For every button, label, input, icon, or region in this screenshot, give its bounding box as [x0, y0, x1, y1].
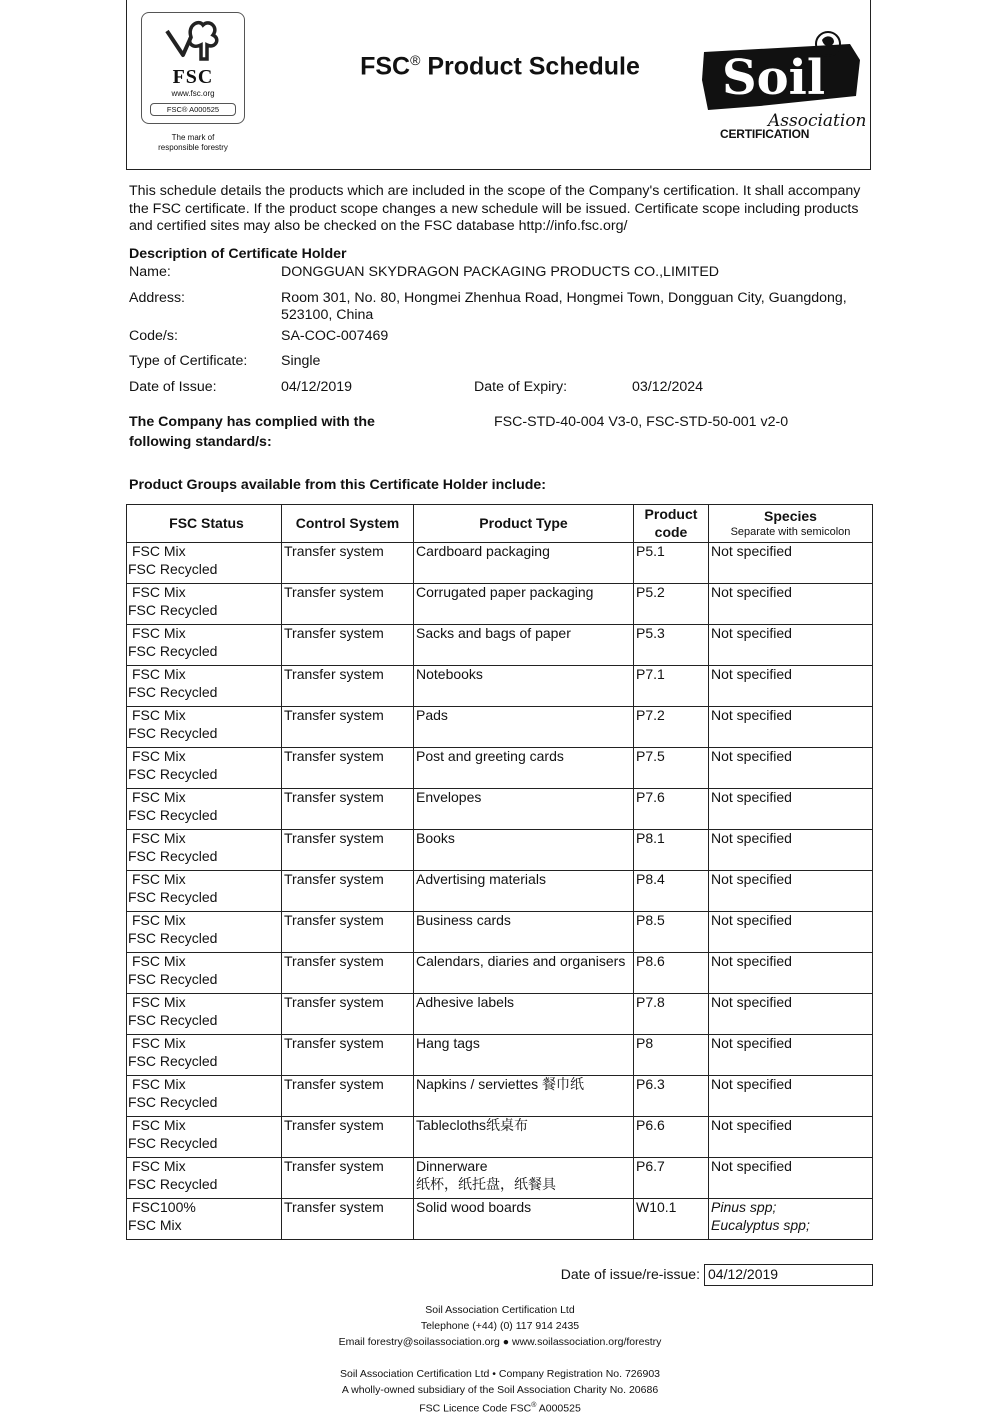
standards-label-line1: The Company has complied with the [129, 414, 375, 430]
cell-product-code: P6.6 [634, 1117, 709, 1158]
cell-control-system: Transfer system [282, 1035, 414, 1076]
cell-control-system: Transfer system [282, 953, 414, 994]
fsc-status-line2: FSC Recycled [128, 1134, 218, 1151]
fsc-status-line2: FSC Recycled [128, 1093, 218, 1110]
footer-company: Soil Association Certification Ltd [425, 1304, 575, 1316]
header-product-code [634, 505, 709, 543]
fsc-status-line1: FSC Mix [132, 625, 186, 641]
cell-product-code: W10.1 [634, 1199, 709, 1240]
fsc-status-line2: FSC Recycled [128, 642, 218, 659]
table-row [127, 1199, 873, 1240]
species-line1: Not specified [711, 994, 792, 1010]
cell-product-type [414, 953, 634, 994]
cell-fsc-status [127, 543, 282, 584]
fsc-status-line2: FSC Recycled [128, 806, 218, 823]
footer-contact: Email forestry@soilassociation.org ● www.soilassociation.org/forestry [338, 1336, 662, 1348]
fsc-logo-name: FSC [172, 66, 214, 88]
header-product-code-line2: code [654, 523, 688, 540]
fsc-status-line2: FSC Recycled [128, 847, 218, 864]
fsc-status-line1: FSC Mix [132, 584, 186, 600]
species-line2: Eucalyptus spp; [711, 1216, 810, 1233]
holder-name: DONGGUAN SKYDRAGON PACKAGING PRODUCTS CO.,LIMITED [281, 264, 720, 280]
holder-address-line2: 523100, China [281, 307, 374, 323]
species-line1: Not specified [711, 1035, 792, 1051]
species-line1: Not specified [711, 707, 792, 723]
product-type-line1: Sacks and bags of paper [416, 625, 571, 641]
name-label: Name: [129, 264, 171, 280]
cell-species [709, 830, 873, 871]
cell-species [709, 1117, 873, 1158]
fsc-status-line1: FSC Mix [132, 912, 186, 928]
cell-product-type [414, 1035, 634, 1076]
cell-species [709, 707, 873, 748]
product-type-line1: Notebooks [416, 666, 483, 682]
cell-control-system: Transfer system [282, 625, 414, 666]
fsc-status-line1: FSC100% [132, 1199, 196, 1215]
product-type-line1: Calendars, diaries and organisers [416, 953, 626, 969]
reissue-label: Date of issue/re-issue: [560, 1266, 700, 1282]
cell-species [709, 871, 873, 912]
fsc-status-line2: FSC Recycled [128, 765, 218, 782]
cell-fsc-status [127, 666, 282, 707]
fsc-status-line1: FSC Mix [132, 748, 186, 764]
cell-product-code: P5.3 [634, 625, 709, 666]
cell-species [709, 1158, 873, 1199]
table-row [127, 1035, 873, 1076]
table-row [127, 707, 873, 748]
cell-product-code: P5.1 [634, 543, 709, 584]
fsc-status-line1: FSC Mix [132, 666, 186, 682]
cell-product-code: P6.3 [634, 1076, 709, 1117]
fsc-status-line1: FSC Mix [132, 543, 186, 559]
fsc-status-line2: FSC Recycled [128, 724, 218, 741]
product-type-line1: Envelopes [416, 789, 482, 805]
cell-fsc-status [127, 748, 282, 789]
table-row [127, 666, 873, 707]
cell-species [709, 1035, 873, 1076]
expiry-date-label: Date of Expiry: [474, 379, 568, 395]
reissue-date: 04/12/2019 [704, 1264, 873, 1286]
cell-fsc-status [127, 1117, 282, 1158]
fsc-status-line1: FSC Mix [132, 707, 186, 723]
fsc-status-line2: FSC Recycled [128, 888, 218, 905]
cell-product-code: P8.5 [634, 912, 709, 953]
cell-control-system: Transfer system [282, 1199, 414, 1240]
fsc-status-line2: FSC Mix [128, 1216, 182, 1233]
cell-product-type [414, 1158, 634, 1199]
fsc-status-line2: FSC Recycled [128, 683, 218, 700]
cell-control-system: Transfer system [282, 789, 414, 830]
cell-species [709, 748, 873, 789]
fsc-logo-licence: FSC® A000525 [150, 103, 236, 116]
species-line1: Not specified [711, 666, 792, 682]
fsc-status-line2: FSC Recycled [128, 970, 218, 987]
cell-product-code: P8.1 [634, 830, 709, 871]
cell-control-system: Transfer system [282, 1117, 414, 1158]
cell-product-code: P5.2 [634, 584, 709, 625]
table-row [127, 1076, 873, 1117]
cell-fsc-status [127, 789, 282, 830]
cell-control-system: Transfer system [282, 584, 414, 625]
holder-section-title: Description of Certificate Holder [129, 246, 347, 262]
code-label: Code/s: [129, 328, 178, 344]
cell-product-type [414, 543, 634, 584]
cell-product-type [414, 748, 634, 789]
fsc-tree-icon [142, 17, 244, 68]
product-type-line1: Corrugated paper packaging [416, 584, 594, 600]
fsc-tagline-2: responsible forestry [158, 143, 228, 152]
issue-date: 04/12/2019 [281, 379, 353, 395]
footer-licence-code: A000525 [536, 1402, 581, 1415]
table-row [127, 912, 873, 953]
cell-control-system: Transfer system [282, 666, 414, 707]
header-control-system: Control System [282, 505, 414, 543]
fsc-status-line1: FSC Mix [132, 789, 186, 805]
cell-control-system: Transfer system [282, 707, 414, 748]
fsc-tagline-1: The mark of [171, 133, 215, 142]
product-type-line1: Post and greeting cards [416, 748, 564, 764]
fsc-status-line2: FSC Recycled [128, 1175, 218, 1192]
footer-licence-mark: ® [531, 1402, 537, 1409]
standards-label [129, 414, 375, 451]
cell-fsc-status [127, 1158, 282, 1199]
footer-subsidiary: A wholly-owned subsidiary of the Soil Association Charity No. 20686 [341, 1384, 659, 1396]
cell-fsc-status [127, 953, 282, 994]
cell-fsc-status [127, 830, 282, 871]
product-type-line1: Advertising materials [416, 871, 546, 887]
cell-species [709, 625, 873, 666]
species-line1: Not specified [711, 1076, 792, 1092]
cell-species [709, 953, 873, 994]
soil-association-script: Association [768, 111, 865, 130]
fsc-status-line1: FSC Mix [132, 830, 186, 846]
species-line1: Pinus spp; [711, 1199, 777, 1215]
table-row [127, 830, 873, 871]
soil-word: Soil [722, 50, 826, 106]
fsc-status-line2: FSC Recycled [128, 560, 218, 577]
cell-product-type [414, 994, 634, 1035]
table-row [127, 543, 873, 584]
species-line1: Not specified [711, 953, 792, 969]
species-line1: Not specified [711, 830, 792, 846]
cell-product-type [414, 584, 634, 625]
species-line1: Not specified [711, 912, 792, 928]
cell-product-type [414, 1117, 634, 1158]
cell-fsc-status [127, 912, 282, 953]
fsc-status-line1: FSC Mix [132, 1117, 186, 1133]
cell-fsc-status [127, 625, 282, 666]
type-label: Type of Certificate: [129, 353, 248, 369]
cell-product-code: P6.7 [634, 1158, 709, 1199]
fsc-status-line2: FSC Recycled [128, 929, 218, 946]
species-line1: Not specified [711, 584, 792, 600]
cell-control-system: Transfer system [282, 871, 414, 912]
table-row [127, 1117, 873, 1158]
cell-product-code: P7.1 [634, 666, 709, 707]
species-line1: Not specified [711, 543, 792, 559]
table-row [127, 1158, 873, 1199]
cell-control-system: Transfer system [282, 994, 414, 1035]
cell-control-system: Transfer system [282, 912, 414, 953]
title-rest: Product Schedule [420, 52, 640, 81]
header-fsc-status: FSC Status [127, 505, 282, 543]
cell-species [709, 789, 873, 830]
title-fsc: FSC [360, 52, 411, 81]
cell-species [709, 584, 873, 625]
header-product-code-line1: Product [644, 506, 698, 522]
fsc-status-line1: FSC Mix [132, 1035, 186, 1051]
table-row [127, 953, 873, 994]
product-type-line1: Tablecloths纸桌布 [416, 1117, 529, 1133]
cell-control-system: Transfer system [282, 1076, 414, 1117]
species-line1: Not specified [711, 1117, 792, 1133]
fsc-status-line1: FSC Mix [132, 994, 186, 1010]
product-groups-table [126, 504, 873, 1240]
cell-species [709, 1076, 873, 1117]
table-row [127, 748, 873, 789]
fsc-logo [141, 12, 245, 124]
address-label: Address: [129, 290, 185, 306]
product-groups-title: Product Groups available from this Certificate Holder include: [129, 477, 547, 493]
table-row [127, 994, 873, 1035]
header-species-subtitle: Separate with semicolon [730, 525, 851, 538]
fsc-status-line2: FSC Recycled [128, 601, 218, 618]
cell-fsc-status [127, 994, 282, 1035]
fsc-tagline [141, 133, 245, 153]
cell-species [709, 666, 873, 707]
cell-product-code: P8.4 [634, 871, 709, 912]
header-species [709, 505, 873, 543]
cell-control-system: Transfer system [282, 1158, 414, 1199]
fsc-status-line1: FSC Mix [132, 871, 186, 887]
standards-value: FSC-STD-40-004 V3-0, FSC-STD-50-001 v2-0 [494, 414, 789, 430]
holder-address-line1: Room 301, No. 80, Hongmei Zhenhua Road, Hongmei Town, Dongguan City, Guangdong, [281, 290, 847, 306]
species-line1: Not specified [711, 748, 792, 764]
cell-species [709, 912, 873, 953]
product-type-line1: Books [416, 830, 455, 846]
cell-product-type [414, 871, 634, 912]
cell-product-code: P8.6 [634, 953, 709, 994]
header-product-type: Product Type [414, 505, 634, 543]
standards-label-line2: following standard/s: [129, 433, 272, 450]
cell-control-system: Transfer system [282, 543, 414, 584]
table-row [127, 625, 873, 666]
cell-species [709, 543, 873, 584]
soil-certification-label: CERTIFICATION [720, 127, 810, 141]
product-type-line2: 纸杯，纸托盘，纸餐具 [416, 1175, 556, 1192]
species-line1: Not specified [711, 789, 792, 805]
footer-registration: Soil Association Certification Ltd • Company Registration No. 726903 [339, 1368, 660, 1380]
table-row [127, 789, 873, 830]
cell-species [709, 1199, 873, 1240]
product-type-line1: Cardboard packaging [416, 543, 550, 559]
cell-product-type [414, 912, 634, 953]
cell-species [709, 994, 873, 1035]
cell-control-system: Transfer system [282, 748, 414, 789]
cell-product-type [414, 1199, 634, 1240]
table-row [127, 584, 873, 625]
product-type-line1: Napkins / serviettes 餐巾纸 [416, 1076, 585, 1092]
fsc-status-line1: FSC Mix [132, 953, 186, 969]
issue-date-label: Date of Issue: [129, 379, 217, 395]
cell-product-code: P7.8 [634, 994, 709, 1035]
species-line1: Not specified [711, 871, 792, 887]
product-type-line1: Pads [416, 707, 448, 723]
cell-product-type [414, 830, 634, 871]
product-type-line1: Adhesive labels [416, 994, 515, 1010]
cell-fsc-status [127, 871, 282, 912]
table-row [127, 871, 873, 912]
cell-product-code: P7.2 [634, 707, 709, 748]
footer-licence [0, 1398, 1000, 1417]
product-type-line1: Dinnerware [416, 1158, 488, 1174]
product-type-line1: Hang tags [416, 1035, 480, 1051]
footer-licence-text: FSC Licence Code FSC [419, 1402, 532, 1415]
cell-fsc-status [127, 707, 282, 748]
title-registered-mark: ® [410, 52, 421, 68]
product-type-line1: Solid wood boards [416, 1199, 532, 1215]
cell-product-code: P7.5 [634, 748, 709, 789]
intro-text: This schedule details the products which are included in the scope of the Company's certification. It shall accompany the FSC certificate. If the product scope changes a new schedule will be issued. Certificate scope including products and certified sites may also be checked on the FSC database http://info.fsc.org/ [129, 183, 861, 234]
cell-product-type [414, 707, 634, 748]
cell-control-system: Transfer system [282, 830, 414, 871]
cell-product-code: P7.6 [634, 789, 709, 830]
expiry-date: 03/12/2024 [632, 379, 704, 395]
fsc-status-line2: FSC Recycled [128, 1052, 218, 1069]
fsc-status-line1: FSC Mix [132, 1158, 186, 1174]
cell-fsc-status [127, 584, 282, 625]
fsc-status-line1: FSC Mix [132, 1076, 186, 1092]
holder-code: SA-COC-007469 [281, 328, 389, 344]
cell-product-type [414, 625, 634, 666]
table-header-row [127, 505, 873, 543]
cell-product-type [414, 1076, 634, 1117]
species-line1: Not specified [711, 625, 792, 641]
header-species-title: Species [764, 508, 817, 525]
product-type-line1: Business cards [416, 912, 511, 928]
footer-telephone: Telephone (+44) (0) 117 914 2435 [420, 1320, 580, 1332]
cell-fsc-status [127, 1076, 282, 1117]
certificate-type: Single [281, 353, 321, 369]
cell-fsc-status [127, 1199, 282, 1240]
cell-product-code: P8 [634, 1035, 709, 1076]
cell-fsc-status [127, 1035, 282, 1076]
species-line1: Not specified [711, 1158, 792, 1174]
fsc-logo-url: www.fsc.org [171, 89, 215, 98]
cell-product-type [414, 789, 634, 830]
cell-product-type [414, 666, 634, 707]
page-title [250, 52, 750, 81]
fsc-status-line2: FSC Recycled [128, 1011, 218, 1028]
